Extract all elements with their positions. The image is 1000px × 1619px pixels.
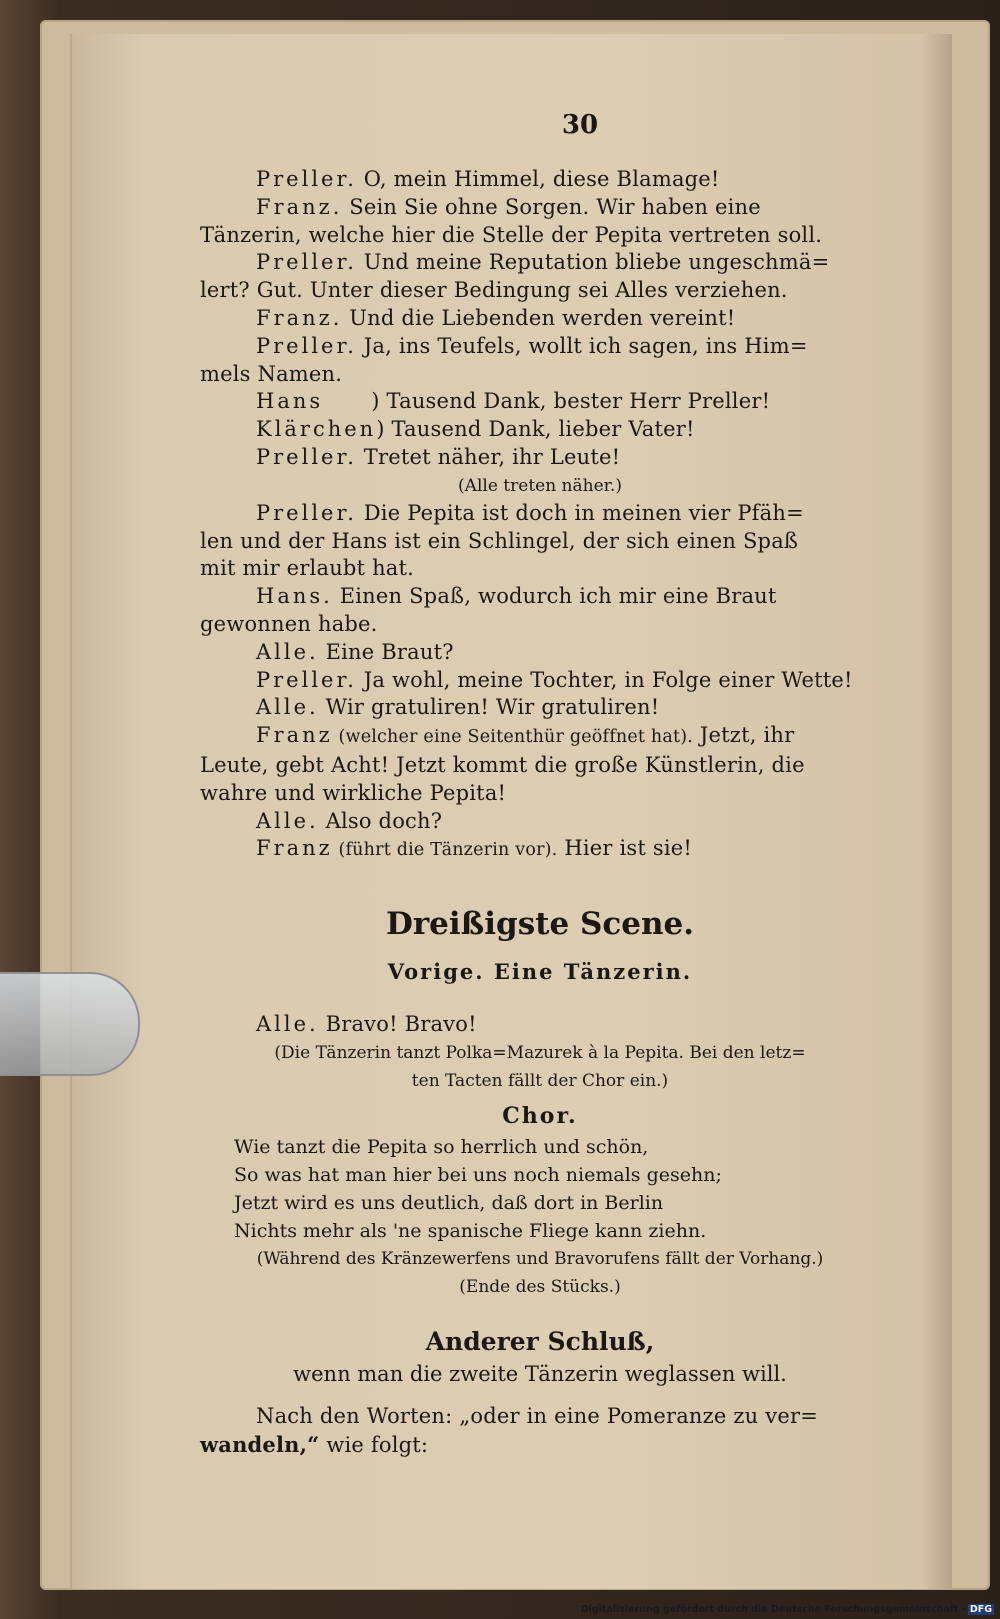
text-line: Nach den Worten: „oder in eine Pomeranze zu ver= (256, 1403, 819, 1428)
line-text: ) Tausend Dank, lieber Vater! (376, 417, 695, 442)
dialogue-line (200, 694, 880, 722)
dialogue-line (200, 194, 880, 222)
dialogue-line (200, 305, 880, 333)
dialogue-block-1 (200, 166, 880, 472)
line-text: Tänzerin, welche hier die Stelle der Pepita vertreten soll. (200, 222, 823, 247)
line-text: Einen Spaß, wodurch ich mir eine Braut (332, 584, 777, 609)
speaker: Klärchen (256, 417, 377, 442)
dialogue-line (200, 722, 880, 752)
speaker: Preller. (256, 500, 357, 525)
line-text: Tretet näher, ihr Leute! (356, 444, 621, 469)
credit-text: Digitalisierung gefördert durch die Deutsche Forschungsgemeinschaft - (580, 1604, 966, 1615)
stage-direction: (Ende des Stücks.) (459, 1276, 621, 1297)
line-text: Also doch? (318, 808, 443, 833)
dialogue-line (200, 583, 880, 611)
speaker: Preller. (256, 167, 357, 191)
dialogue-line (200, 249, 880, 277)
inline-stage: (führt die Tänzerin vor). (332, 840, 558, 861)
dialogue-line (200, 333, 880, 361)
speaker: Alle. (256, 1012, 319, 1037)
dialogue-line (200, 835, 880, 865)
page-edge-shadow (922, 34, 952, 1589)
inline-stage: (welcher eine Seitenthür geöffnet hat). (332, 727, 694, 748)
dialogue-line (200, 611, 880, 639)
speaker: Alle. (256, 808, 319, 833)
speaker: Preller. (256, 333, 357, 358)
dialogue-line (200, 639, 880, 667)
line-text: Ja, ins Teufels, wollt ich sagen, ins Him= (356, 333, 808, 358)
page-number: 30 (561, 110, 599, 140)
line-text: Leute, gebt Acht! Jetzt kommt die große Künstlerin, die (200, 752, 805, 777)
dialogue-line (200, 780, 880, 808)
chorus-heading: Chor. (502, 1102, 578, 1129)
line-text: Ja wohl, meine Tochter, in Folge einer Wette! (356, 667, 853, 692)
dialogue-line (200, 1011, 880, 1039)
line-text: wie folgt: (319, 1432, 429, 1457)
line-text: Und meine Reputation bliebe ungeschmä= (356, 250, 830, 275)
stage-direction: (Die Tänzerin tanzt Polka=Mazurek à la Pepita. Bei den letz= (274, 1042, 806, 1063)
line-text: Wir gratuliren! Wir gratuliren! (318, 695, 660, 720)
dialogue-line (200, 500, 880, 528)
speaker: Franz. (256, 305, 343, 330)
dialogue-block-2 (200, 500, 880, 722)
line-text: Die Pepita ist doch in meinen vier Pfäh= (356, 500, 804, 525)
dialogue-line (200, 361, 880, 389)
dfg-logo: DFG (969, 1604, 992, 1615)
line-text: wahre und wirkliche Pepita! (200, 780, 507, 805)
speaker: Preller. (256, 667, 357, 692)
line-text: mels Namen. (200, 361, 343, 386)
speaker: Alle. (256, 695, 319, 720)
line-text: lert? Gut. Unter dieser Bedingung sei Alles verziehen. (200, 278, 788, 303)
dialogue-line (200, 222, 880, 250)
dialogue-line (200, 808, 880, 836)
line-text: mit mir erlaubt hat. (200, 556, 415, 581)
line-text: Jetzt, ihr (693, 723, 795, 748)
scene-characters: Vorige. Eine Tänzerin. (387, 959, 693, 985)
speaker: Hans (256, 389, 324, 414)
dialogue-block-3 (200, 752, 880, 835)
line-text: Sein Sie ohne Sorgen. Wir haben eine (342, 194, 761, 219)
dialogue-line (200, 388, 880, 416)
dialogue-line (200, 444, 880, 472)
stage-direction: ten Tacten fällt der Chor ein.) (411, 1070, 669, 1091)
dialogue-line (200, 555, 880, 583)
dialogue-line (200, 752, 880, 780)
speaker: Preller. (256, 250, 357, 275)
dialogue-line (200, 277, 880, 305)
line-text: Und die Liebenden werden vereint! (342, 305, 736, 330)
speaker: Hans. (256, 584, 333, 609)
speaker: Alle. (256, 639, 319, 664)
verse-line: Nichts mehr als 'ne spanische Fliege kann ziehn. (234, 1219, 707, 1242)
dialogue-line (200, 528, 880, 556)
alt-ending-subtitle: wenn man die zweite Tänzerin weglassen will. (293, 1361, 787, 1386)
speaker: Franz (256, 836, 333, 861)
line-text: O, mein Himmel, diese Blamage! (356, 167, 720, 191)
emphasis: wandeln,“ (200, 1431, 320, 1457)
line-text: Hier ist sie! (557, 836, 693, 861)
stage-direction: (Während des Kränzewerfens und Bravorufens fällt der Vorhang.) (256, 1248, 824, 1269)
verse-line: So was hat man hier bei uns noch niemals gesehn; (234, 1163, 722, 1186)
line-text: gewonnen habe. (200, 611, 378, 636)
speaker: Franz (256, 723, 333, 748)
line-text: ) Tausend Dank, bester Herr Preller! (323, 389, 771, 414)
page-content (200, 110, 880, 1460)
scanner-clip (0, 972, 140, 1076)
digitization-credit (581, 1604, 994, 1615)
stage-direction: (Alle treten näher.) (458, 475, 622, 496)
line-text: Bravo! Bravo! (318, 1012, 477, 1037)
dialogue-line (200, 667, 880, 695)
verse-line: Wie tanzt die Pepita so herrlich und schön, (234, 1135, 649, 1158)
speaker: Preller. (256, 444, 357, 469)
dialogue-line (200, 166, 880, 194)
text-line (200, 1431, 880, 1460)
alt-ending-title: Anderer Schluß, (425, 1326, 655, 1356)
speaker: Franz. (256, 194, 343, 219)
line-text: len und der Hans ist ein Schlingel, der sich einen Spaß (200, 528, 799, 553)
dialogue-line (200, 416, 880, 444)
scene-title: Dreißigste Scene. (385, 906, 695, 943)
verse-line: Jetzt wird es uns deutlich, daß dort in Berlin (234, 1191, 664, 1214)
chorus-verse (200, 1133, 880, 1245)
line-text: Eine Braut? (318, 639, 454, 664)
